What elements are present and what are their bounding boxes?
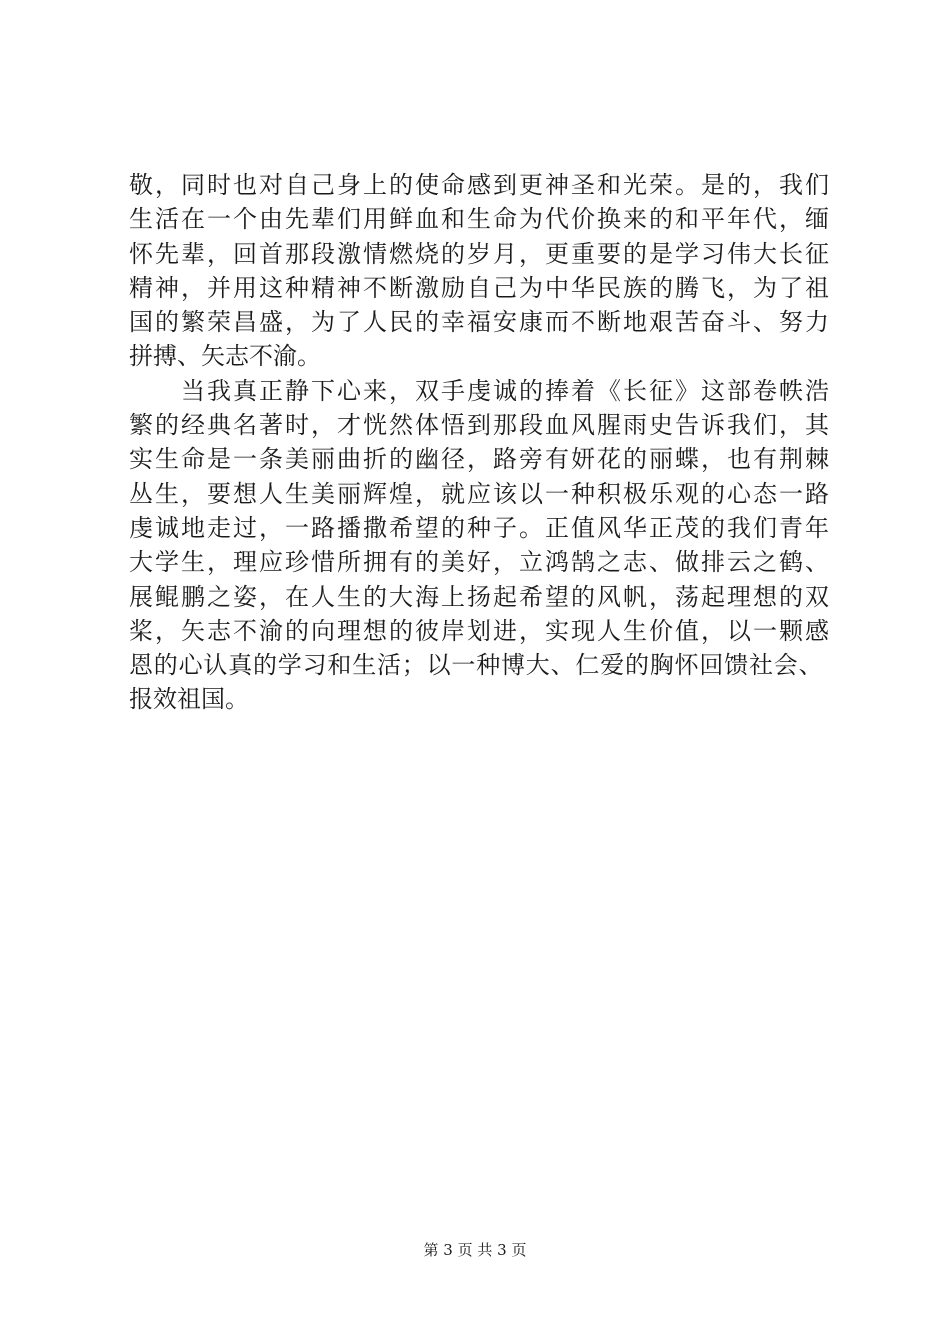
text-line: 怀先辈，回首那段激情燃烧的岁月，更重要的是学习伟大长征 [129, 239, 829, 268]
text-line: 桨，矢志不渝的向理想的彼岸划进，实现人生价值，以一颗感 [129, 616, 829, 645]
text-line: 繁的经典名著时，才恍然体悟到那段血风腥雨史告诉我们，其 [129, 411, 829, 440]
body-text [129, 168, 829, 717]
text-line: 大学生，理应珍惜所拥有的美好，立鸿鹄之志、做排云之鹤、 [129, 548, 829, 577]
text-line: 生活在一个由先辈们用鲜血和生命为代价换来的和平年代，缅 [129, 205, 829, 234]
text-line: 实生命是一条美丽曲折的幽径，路旁有妍花的丽蝶，也有荆棘 [129, 445, 829, 474]
text-line: 国的繁荣昌盛，为了人民的幸福安康而不断地艰苦奋斗、努力 [129, 308, 829, 337]
text-line: 丛生，要想人生美丽辉煌，就应该以一种积极乐观的心态一路 [129, 479, 829, 508]
text-line: 展鲲鹏之姿，在人生的大海上扬起希望的风帆，荡起理想的双 [129, 582, 829, 611]
text-line: 精神，并用这种精神不断激励自己为中华民族的腾飞，为了祖 [129, 273, 829, 302]
text-line: 拼搏、矢志不渝。 [129, 342, 321, 371]
text-line: 虔诚地走过，一路播撒希望的种子。正值风华正茂的我们青年 [129, 513, 829, 542]
page-number-footer: 第 3 页 共 3 页 [423, 1241, 527, 1259]
text-line: 报效祖国。 [129, 685, 249, 714]
text-line: 恩的心认真的学习和生活；以一种博大、仁爱的胸怀回馈社会、 [129, 651, 824, 680]
text-line: 敬，同时也对自己身上的使命感到更神圣和光荣。是的，我们 [129, 171, 829, 199]
text-line: 当我真正静下心来，双手虔诚的捧着《长征》这部卷帙浩 [129, 376, 829, 405]
